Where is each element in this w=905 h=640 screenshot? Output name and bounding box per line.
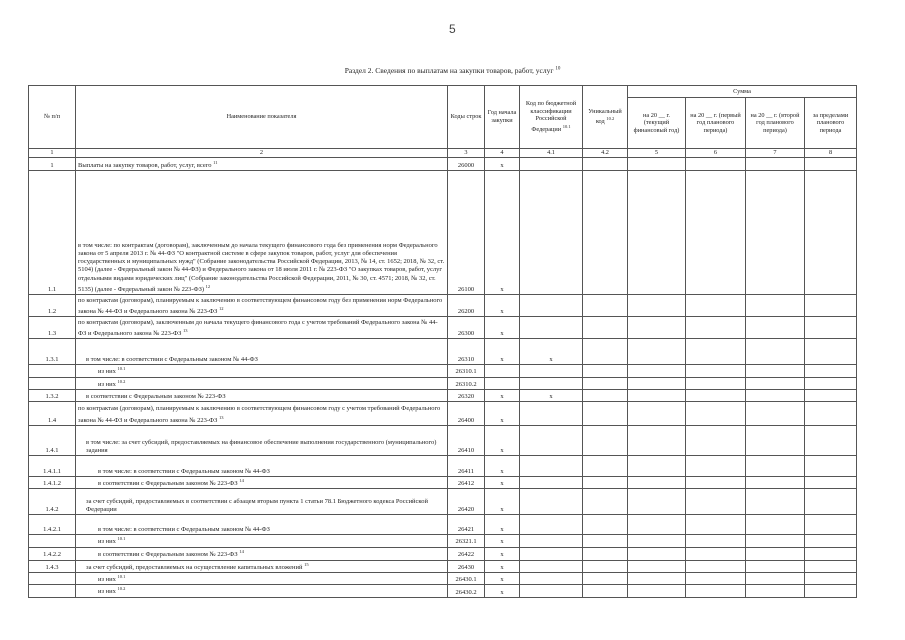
row-sum-cell bbox=[686, 585, 746, 597]
section-title-text: Раздел 2. Сведения по выплатам на закупки товаров, работ, услуг bbox=[344, 66, 554, 75]
row-unique bbox=[583, 425, 628, 455]
row-unique bbox=[583, 489, 628, 515]
row-bkk bbox=[520, 455, 583, 476]
row-year: x bbox=[485, 489, 520, 515]
row-unique bbox=[583, 339, 628, 365]
row-sum-cell bbox=[746, 365, 805, 377]
row-sum-cell bbox=[628, 573, 686, 585]
row-unique bbox=[583, 171, 628, 295]
row-footnote-ref: 11 bbox=[213, 159, 218, 165]
row-sum-cell bbox=[746, 585, 805, 597]
row-year: x bbox=[485, 455, 520, 476]
table-row bbox=[29, 425, 857, 455]
row-unique bbox=[583, 389, 628, 401]
row-year: x bbox=[485, 295, 520, 317]
row-sum-cell bbox=[805, 158, 857, 171]
row-unique bbox=[583, 158, 628, 171]
row-name bbox=[76, 401, 448, 425]
row-sum-cell bbox=[628, 295, 686, 317]
row-code: 26410 bbox=[448, 425, 485, 455]
table-row bbox=[29, 295, 857, 317]
row-sum-cell bbox=[628, 547, 686, 560]
row-sum-cell bbox=[628, 535, 686, 547]
row-unique bbox=[583, 317, 628, 339]
colnum: 5 bbox=[628, 149, 686, 158]
row-sum-cell bbox=[686, 365, 746, 377]
row-name-text: из них bbox=[98, 588, 116, 596]
row-bkk bbox=[520, 476, 583, 488]
row-year: x bbox=[485, 547, 520, 560]
row-year: x bbox=[485, 389, 520, 401]
row-name bbox=[76, 158, 448, 171]
header-sum-plan2: на 20 __ г. (второй год планового периода) bbox=[746, 98, 805, 149]
colnum: 4.2 bbox=[583, 149, 628, 158]
table-row bbox=[29, 515, 857, 535]
row-name bbox=[76, 339, 448, 365]
row-sum-cell bbox=[805, 339, 857, 365]
row-num bbox=[29, 585, 76, 597]
row-num bbox=[29, 365, 76, 377]
row-sum-cell bbox=[628, 389, 686, 401]
row-sum-cell bbox=[805, 560, 857, 572]
row-sum-cell bbox=[628, 365, 686, 377]
row-num bbox=[29, 573, 76, 585]
row-name-text: в соответствии с Федеральным законом № 223-ФЗ bbox=[98, 480, 238, 488]
row-sum-cell bbox=[686, 339, 746, 365]
row-sum-cell bbox=[746, 476, 805, 488]
header-sum-plan1: на 20 __ г. (первый год планового периода) bbox=[686, 98, 746, 149]
section-title-ref: 10 bbox=[555, 66, 561, 72]
row-num: 1.4.2 bbox=[29, 489, 76, 515]
row-name bbox=[76, 317, 448, 339]
row-num: 1.4.2.2 bbox=[29, 547, 76, 560]
row-year: x bbox=[485, 401, 520, 425]
row-name bbox=[76, 515, 448, 535]
row-footnote-ref: 13 bbox=[219, 414, 224, 420]
table-body bbox=[29, 158, 857, 598]
row-year: x bbox=[485, 171, 520, 295]
page-number: 5 bbox=[449, 22, 456, 36]
row-sum-cell bbox=[686, 401, 746, 425]
row-num: 1.3.1 bbox=[29, 339, 76, 365]
row-unique bbox=[583, 535, 628, 547]
row-name bbox=[76, 389, 448, 401]
row-sum-cell bbox=[805, 401, 857, 425]
row-year: x bbox=[485, 339, 520, 365]
row-sum-cell bbox=[746, 560, 805, 572]
row-name bbox=[76, 425, 448, 455]
row-year: x bbox=[485, 476, 520, 488]
row-code: 26320 bbox=[448, 389, 485, 401]
row-sum-cell bbox=[686, 377, 746, 389]
row-sum-cell bbox=[686, 547, 746, 560]
row-name-text: за счет субсидий, предоставляемых на осуществление капитальных вложений bbox=[86, 563, 303, 571]
row-sum-cell bbox=[628, 515, 686, 535]
row-name bbox=[76, 171, 448, 295]
row-sum-cell bbox=[686, 158, 746, 171]
header-sum-beyond: за пределами планового периода bbox=[805, 98, 857, 149]
row-year bbox=[485, 377, 520, 389]
row-name bbox=[76, 573, 448, 585]
row-num: 1.4.1.2 bbox=[29, 476, 76, 488]
row-year: x bbox=[485, 425, 520, 455]
row-sum-cell bbox=[628, 377, 686, 389]
row-code: 26430 bbox=[448, 560, 485, 572]
row-code: 26430.2 bbox=[448, 585, 485, 597]
row-sum-cell bbox=[805, 377, 857, 389]
row-code: 26000 bbox=[448, 158, 485, 171]
row-unique bbox=[583, 547, 628, 560]
row-code: 26400 bbox=[448, 401, 485, 425]
row-bkk: x bbox=[520, 339, 583, 365]
row-sum-cell bbox=[805, 317, 857, 339]
row-bkk bbox=[520, 171, 583, 295]
column-numbers-row bbox=[29, 149, 857, 158]
row-sum-cell bbox=[805, 585, 857, 597]
row-footnote-ref: 12 bbox=[219, 305, 224, 311]
row-num: 1.4 bbox=[29, 401, 76, 425]
row-bkk bbox=[520, 515, 583, 535]
row-sum-cell bbox=[746, 389, 805, 401]
colnum: 7 bbox=[746, 149, 805, 158]
header-unique-ref: 10.2 bbox=[606, 116, 615, 122]
colnum: 1 bbox=[29, 149, 76, 158]
row-sum-cell bbox=[805, 476, 857, 488]
colnum: 2 bbox=[76, 149, 448, 158]
row-sum-cell bbox=[746, 171, 805, 295]
row-bkk bbox=[520, 377, 583, 389]
header-bkk-text: Код по бюджетной классификации Российской Федерации bbox=[525, 100, 577, 134]
header-unique-text: Уникальный код bbox=[588, 107, 622, 126]
row-sum-cell bbox=[805, 455, 857, 476]
row-sum-cell bbox=[746, 489, 805, 515]
row-bkk bbox=[520, 317, 583, 339]
table-row bbox=[29, 339, 857, 365]
row-num bbox=[29, 377, 76, 389]
row-code: 26310.2 bbox=[448, 377, 485, 389]
row-bkk bbox=[520, 573, 583, 585]
row-name bbox=[76, 365, 448, 377]
table-row bbox=[29, 489, 857, 515]
row-bkk bbox=[520, 365, 583, 377]
row-bkk bbox=[520, 401, 583, 425]
row-unique bbox=[583, 295, 628, 317]
row-year: x bbox=[485, 158, 520, 171]
row-unique bbox=[583, 476, 628, 488]
row-name-text: за счет субсидий, предоставляемых в соответствии с абзацем вторым пункта 1 статьи 78.1 Бюджетного кодекса Российской Федерации bbox=[86, 497, 428, 514]
colnum: 8 bbox=[805, 149, 857, 158]
row-num: 1.1 bbox=[29, 171, 76, 295]
row-sum-cell bbox=[686, 476, 746, 488]
row-sum-cell bbox=[628, 455, 686, 476]
row-footnote-ref: 14 bbox=[239, 549, 244, 555]
row-name-text: из них bbox=[98, 576, 116, 584]
row-num: 1.4.1.1 bbox=[29, 455, 76, 476]
header-num: № п/п bbox=[29, 86, 76, 149]
row-name bbox=[76, 476, 448, 488]
row-footnote-ref: 10.1 bbox=[117, 366, 126, 372]
row-name-text: из них bbox=[98, 538, 116, 546]
row-name-text: в соответствии с Федеральным законом № 223-ФЗ bbox=[86, 392, 226, 400]
row-sum-cell bbox=[686, 535, 746, 547]
row-sum-cell bbox=[686, 389, 746, 401]
table-row bbox=[29, 401, 857, 425]
header-sum-current: на 20 __ г. (текущий финансовый год) bbox=[628, 98, 686, 149]
row-code: 26310.1 bbox=[448, 365, 485, 377]
row-code: 26411 bbox=[448, 455, 485, 476]
row-sum-cell bbox=[686, 295, 746, 317]
row-sum-cell bbox=[628, 425, 686, 455]
row-name bbox=[76, 295, 448, 317]
row-sum-cell bbox=[746, 425, 805, 455]
row-sum-cell bbox=[805, 573, 857, 585]
row-name-text: в том числе: по контрактам (договорам), заключенным до начала текущего финансового года без применения норм Федерального закона от 5 апреля 2013 г. № 44-ФЗ "О контрактной системе в сфере закупок товаров, работ, услуг для обеспечения государственных и муниципальных нужд" (Собрание законодательства Российской Федерации, 2013, № 14, ст. 1652; 2018, № 32, ст. 5104) (далее - Федеральный закон № 44-ФЗ) и Федерального закона от 18 июля 2011 г. № 223-ФЗ "О закупках товаров, работ, услуг отдельными видами юридических лиц" (Собрание законодательства Российской Федерации, 2011, № 30, ст. 4571; 2018, № 32, ст. 5135) (далее - Федеральный закон № 223-ФЗ) bbox=[78, 241, 445, 293]
row-sum-cell bbox=[686, 171, 746, 295]
row-sum-cell bbox=[805, 515, 857, 535]
row-name-text: Выплаты на закупку товаров, работ, услуг, всего bbox=[78, 162, 212, 169]
row-code: 26422 bbox=[448, 547, 485, 560]
row-sum-cell bbox=[805, 489, 857, 515]
row-bkk bbox=[520, 425, 583, 455]
row-sum-cell bbox=[746, 515, 805, 535]
row-unique bbox=[583, 365, 628, 377]
row-name bbox=[76, 560, 448, 572]
row-name-text: в том числе: в соответствии с Федеральным законом № 44-ФЗ bbox=[98, 526, 270, 534]
row-sum-cell bbox=[805, 171, 857, 295]
row-code: 26430.1 bbox=[448, 573, 485, 585]
row-name-text: из них bbox=[98, 368, 116, 376]
table-row bbox=[29, 377, 857, 389]
row-sum-cell bbox=[686, 425, 746, 455]
row-name-text: в том числе: за счет субсидий, предоставляемых на финансовое обеспечение выполнения государственного (муниципального) задания bbox=[86, 438, 437, 454]
row-name-text: из них bbox=[98, 380, 116, 388]
row-name bbox=[76, 547, 448, 560]
row-name bbox=[76, 535, 448, 547]
row-sum-cell bbox=[686, 317, 746, 339]
row-sum-cell bbox=[628, 158, 686, 171]
row-sum-cell bbox=[746, 401, 805, 425]
header-code: Коды строк bbox=[448, 86, 485, 149]
header-name: Наименование показателя bbox=[76, 86, 448, 149]
row-num: 1 bbox=[29, 158, 76, 171]
row-code: 26310 bbox=[448, 339, 485, 365]
row-footnote-ref: 10.2 bbox=[117, 586, 126, 592]
row-sum-cell bbox=[628, 489, 686, 515]
row-bkk bbox=[520, 295, 583, 317]
row-sum-cell bbox=[628, 171, 686, 295]
row-num: 1.4.3 bbox=[29, 560, 76, 572]
row-bkk bbox=[520, 158, 583, 171]
row-footnote-ref: 14 bbox=[239, 477, 244, 483]
row-sum-cell bbox=[628, 560, 686, 572]
table-row bbox=[29, 317, 857, 339]
header-sum: Сумма bbox=[628, 86, 857, 98]
row-unique bbox=[583, 377, 628, 389]
row-bkk bbox=[520, 489, 583, 515]
row-unique bbox=[583, 515, 628, 535]
row-bkk: x bbox=[520, 389, 583, 401]
row-sum-cell bbox=[805, 425, 857, 455]
row-sum-cell bbox=[628, 585, 686, 597]
row-code: 26321.1 bbox=[448, 535, 485, 547]
row-footnote-ref: 10.2 bbox=[117, 378, 126, 384]
row-sum-cell bbox=[746, 317, 805, 339]
row-sum-cell bbox=[686, 573, 746, 585]
row-year: x bbox=[485, 573, 520, 585]
table-row bbox=[29, 455, 857, 476]
row-sum-cell bbox=[805, 535, 857, 547]
row-num: 1.2 bbox=[29, 295, 76, 317]
table-row bbox=[29, 573, 857, 585]
row-unique bbox=[583, 455, 628, 476]
row-unique bbox=[583, 560, 628, 572]
row-num: 1.4.2.1 bbox=[29, 515, 76, 535]
table-row bbox=[29, 535, 857, 547]
table-row bbox=[29, 365, 857, 377]
row-sum-cell bbox=[805, 389, 857, 401]
row-sum-cell bbox=[628, 339, 686, 365]
row-name bbox=[76, 585, 448, 597]
table-row bbox=[29, 547, 857, 560]
row-name-text: по контрактам (договорам), заключенным до начала текущего финансового года с учетом требований Федерального закона № 44-ФЗ и Федерального закона № 223-ФЗ bbox=[78, 318, 438, 337]
row-year: x bbox=[485, 585, 520, 597]
colnum: 3 bbox=[448, 149, 485, 158]
header-bkk-ref: 10.1 bbox=[562, 124, 571, 130]
row-unique bbox=[583, 401, 628, 425]
row-sum-cell bbox=[628, 476, 686, 488]
row-bkk bbox=[520, 547, 583, 560]
row-num: 1.3 bbox=[29, 317, 76, 339]
row-footnote-ref: 12 bbox=[205, 283, 211, 289]
row-name-text: по контрактам (договорам), планируемым к заключению в соответствующем финансовом году без применения норм Федерального закона № 44-ФЗ и Федерального закона № 223-ФЗ bbox=[78, 296, 443, 315]
header-bkk bbox=[520, 86, 583, 149]
row-year: x bbox=[485, 515, 520, 535]
section-title bbox=[0, 66, 905, 75]
row-code: 26421 bbox=[448, 515, 485, 535]
row-unique bbox=[583, 573, 628, 585]
row-footnote-ref: 10.1 bbox=[117, 536, 126, 542]
row-year bbox=[485, 365, 520, 377]
table-row bbox=[29, 560, 857, 572]
row-sum-cell bbox=[746, 573, 805, 585]
row-sum-cell bbox=[746, 535, 805, 547]
table-row bbox=[29, 158, 857, 171]
row-name bbox=[76, 377, 448, 389]
row-name-text: в том числе: в соответствии с Федеральным законом № 44-ФЗ bbox=[86, 356, 258, 363]
table-row bbox=[29, 389, 857, 401]
row-name bbox=[76, 455, 448, 476]
header-year: Год начала закупки bbox=[485, 86, 520, 149]
row-sum-cell bbox=[746, 295, 805, 317]
row-code: 26300 bbox=[448, 317, 485, 339]
row-num: 1.3.2 bbox=[29, 389, 76, 401]
row-sum-cell bbox=[628, 401, 686, 425]
row-name-text: в том числе: в соответствии с Федеральным законом № 44-ФЗ bbox=[98, 467, 270, 475]
row-sum-cell bbox=[805, 365, 857, 377]
header-unique bbox=[583, 86, 628, 149]
row-name-text: по контрактам (договорам), планируемым к заключению в соответствующем финансовом году с учетом требований Федерального закона № 44-ФЗ и Федерального закона № 223-ФЗ bbox=[78, 405, 441, 424]
row-name bbox=[76, 489, 448, 515]
row-bkk bbox=[520, 535, 583, 547]
row-num bbox=[29, 535, 76, 547]
table-row bbox=[29, 585, 857, 597]
row-year: x bbox=[485, 317, 520, 339]
row-sum-cell bbox=[805, 295, 857, 317]
row-sum-cell bbox=[746, 339, 805, 365]
row-bkk bbox=[520, 560, 583, 572]
row-code: 26200 bbox=[448, 295, 485, 317]
row-year: x bbox=[485, 535, 520, 547]
row-footnote-ref: 15 bbox=[304, 561, 309, 567]
row-code: 26412 bbox=[448, 476, 485, 488]
row-sum-cell bbox=[746, 455, 805, 476]
row-name-text: в соответствии с Федеральным законом № 223-ФЗ bbox=[98, 551, 238, 559]
row-num: 1.4.1 bbox=[29, 425, 76, 455]
row-sum-cell bbox=[686, 515, 746, 535]
row-sum-cell bbox=[746, 377, 805, 389]
row-code: 26420 bbox=[448, 489, 485, 515]
row-sum-cell bbox=[805, 547, 857, 560]
row-sum-cell bbox=[746, 158, 805, 171]
colnum: 4.1 bbox=[520, 149, 583, 158]
row-sum-cell bbox=[686, 455, 746, 476]
row-sum-cell bbox=[686, 560, 746, 572]
colnum: 4 bbox=[485, 149, 520, 158]
row-sum-cell bbox=[746, 547, 805, 560]
row-unique bbox=[583, 585, 628, 597]
row-year: x bbox=[485, 560, 520, 572]
row-sum-cell bbox=[686, 489, 746, 515]
payments-table bbox=[28, 85, 857, 598]
row-bkk bbox=[520, 585, 583, 597]
table-row bbox=[29, 171, 857, 295]
row-sum-cell bbox=[628, 317, 686, 339]
row-code: 26100 bbox=[448, 171, 485, 295]
colnum: 6 bbox=[686, 149, 746, 158]
row-footnote-ref: 10.1 bbox=[117, 574, 126, 579]
row-footnote-ref: 13 bbox=[183, 327, 188, 333]
table-row bbox=[29, 476, 857, 488]
